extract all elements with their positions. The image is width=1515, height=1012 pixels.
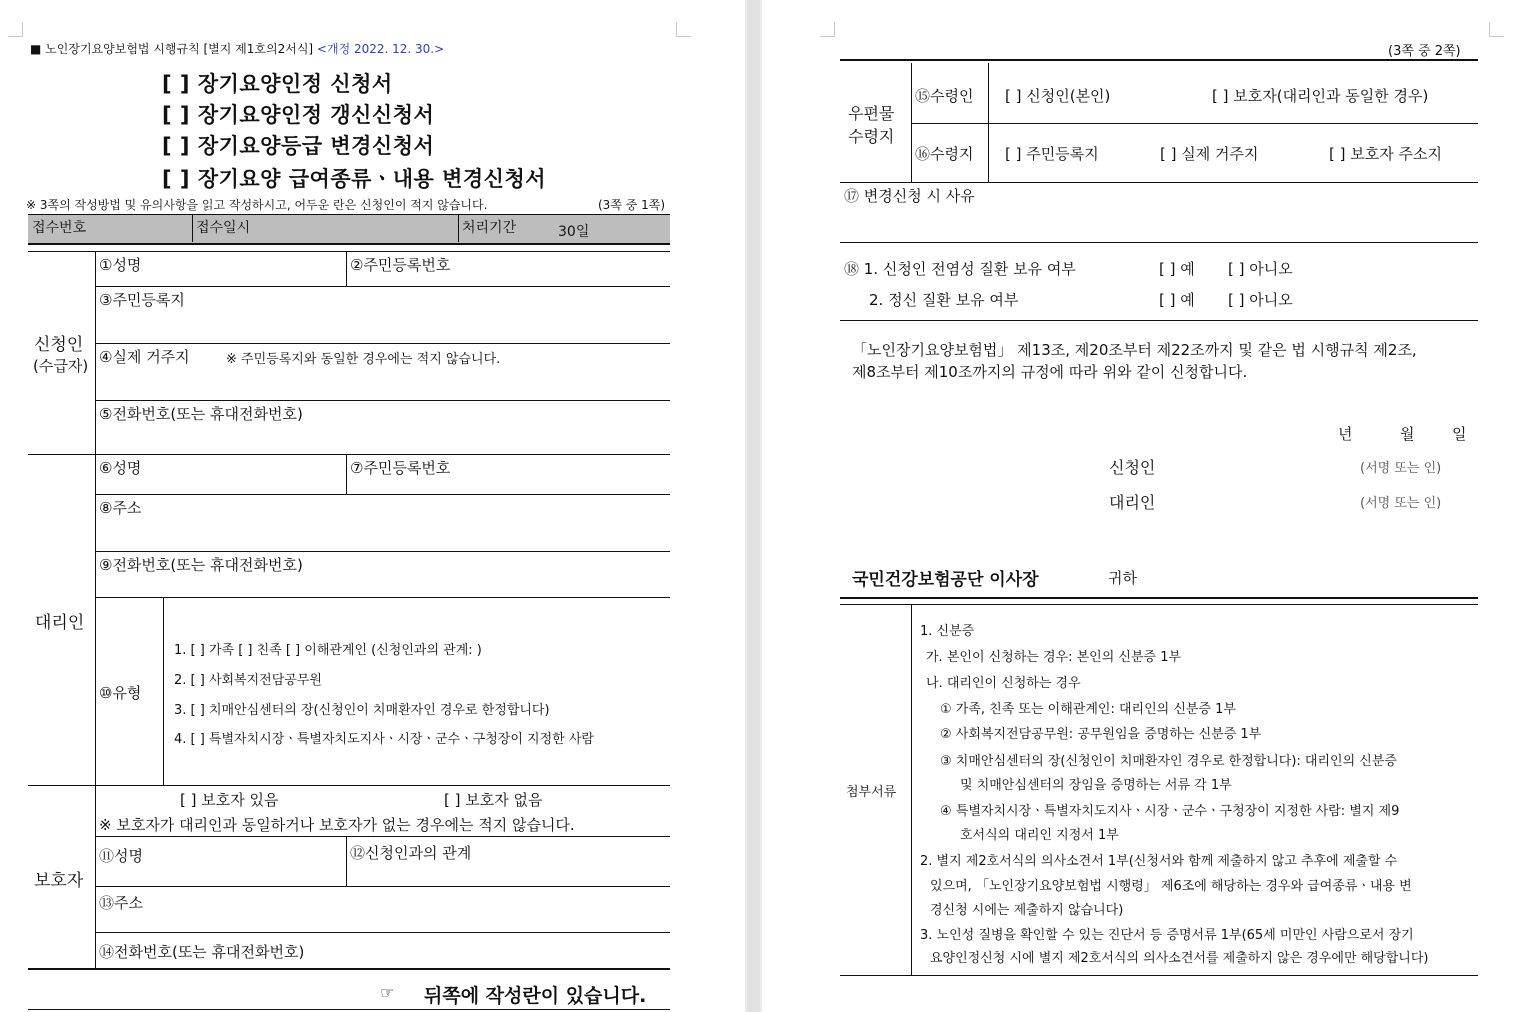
- agent-type-option-1[interactable]: 1. [ ] 가족 [ ] 친족 [ ] 이해관계인 (신청인과의 관계: ): [174, 643, 482, 658]
- attachment-line: ② 사회복지전담공무원: 공무원임을 증명하는 신분증 1부: [940, 727, 1262, 742]
- place-guardian-address-checkbox[interactable]: [ ] 보호자 주소지: [1329, 145, 1442, 163]
- attachment-line: 및 치매안심센터의 장임을 증명하는 서류 각 1부: [960, 778, 1232, 793]
- applicant-phone-field[interactable]: ⑤전화번호(또는 휴대전화번호): [99, 405, 303, 423]
- crop-mark: [8, 22, 23, 37]
- guardian-phone-field[interactable]: ⑭전화번호(또는 휴대전화번호): [99, 943, 305, 961]
- addressee: 국민건강보험공단 이사장: [852, 570, 1039, 590]
- attachment-line: 2. 별지 제2호서식의 의사소견서 1부(신청서와 함께 제출하지 않고 추후에 제출할 수: [920, 854, 1398, 869]
- instruction-note: ※ 3쪽의 작성방법 및 유의사항을 읽고 작성하시고, 어두운 란은 신청인이 적지 않습니다.: [26, 198, 488, 212]
- declaration-text-2: 제8조부터 제10조까지의 규정에 따라 위와 같이 신청합니다.: [852, 363, 1248, 381]
- attachment-line: 호서식의 대리인 지정서 1부: [960, 828, 1119, 843]
- guardian-address-field[interactable]: ⑬주소: [99, 894, 143, 912]
- mail-place-label: ⑯수령지: [915, 145, 974, 163]
- processing-period-value: 30일: [558, 224, 590, 240]
- page-number: (3쪽 중 1쪽): [598, 198, 666, 212]
- form-page-1: [0, 0, 745, 1012]
- declaration-text-1: 「노인장기요양보험법」 제13조, 제20조부터 제22조까지 및 같은 법 시행규칙 제2조,: [852, 341, 1417, 359]
- guardian-section-label: 보호자: [34, 871, 84, 891]
- agent-type-option-4[interactable]: 4. [ ] 특별자치시장ㆍ특별자치도지사ㆍ시장ㆍ군수ㆍ구청장이 지정한 사람: [174, 732, 594, 747]
- crop-mark: [676, 22, 691, 37]
- agent-rrn-field[interactable]: ⑦주민등록번호: [350, 459, 451, 477]
- receipt-number-label: 접수번호: [32, 220, 87, 236]
- guardian-none-checkbox[interactable]: [ ] 보호자 없음: [444, 791, 543, 809]
- mail-section-label-2: 수령지: [848, 127, 895, 146]
- law-reference: 노인장기요양보험법 시행규칙 [별지 제1호의2서식]: [45, 42, 314, 56]
- revision-date: <개정 2022. 12. 30.>: [316, 42, 445, 56]
- place-registered-address-checkbox[interactable]: [ ] 주민등록지: [1005, 145, 1099, 163]
- applicant-rrn-field[interactable]: ②주민등록번호: [350, 256, 451, 274]
- form-title-1: [ ] 장기요양인정 신청서: [162, 72, 393, 96]
- guardian-note: ※ 보호자가 대리인과 동일하거나 보호자가 없는 경우에는 적지 않습니다.: [99, 816, 575, 834]
- form-title-2: [ ] 장기요양인정 갱신신청서: [162, 103, 435, 127]
- applicant-actual-address-field[interactable]: ④실제 거주지: [99, 348, 190, 366]
- attachment-line: 1. 신분증: [920, 624, 975, 639]
- applicant-section-label: 신청인: [34, 335, 84, 355]
- back-page-notice: 뒤쪽에 작성란이 있습니다.: [424, 985, 647, 1007]
- receiver-guardian-checkbox[interactable]: [ ] 보호자(대리인과 동일한 경우): [1212, 87, 1429, 105]
- guardian-exists-checkbox[interactable]: [ ] 보호자 있음: [180, 791, 279, 809]
- page-gutter: [747, 0, 760, 1012]
- mail-receiver-label: ⑮수령인: [915, 87, 974, 105]
- date-year-label[interactable]: 년: [1338, 425, 1353, 443]
- actual-address-note: ※ 주민등록지와 동일한 경우에는 적지 않습니다.: [226, 352, 501, 367]
- agent-name-field[interactable]: ⑥성명: [99, 459, 142, 477]
- attachment-line: ③ 치매안심센터의 장(신청인이 치매환자인 경우로 한정합니다): 대리인의 신분증: [940, 754, 1397, 769]
- infectious-disease-question: ⑱ 1. 신청인 전염성 질환 보유 여부: [844, 260, 1076, 278]
- change-reason-field[interactable]: ⑰ 변경신청 시 사유: [844, 187, 975, 205]
- applicant-section-sublabel: (수급자): [33, 357, 89, 375]
- signer-applicant-signature[interactable]: (서명 또는 인): [1360, 461, 1442, 476]
- attachments-label: 첨부서류: [846, 785, 897, 800]
- guardian-name-field[interactable]: ⑪성명: [99, 847, 143, 865]
- agent-address-field[interactable]: ⑧주소: [99, 499, 142, 517]
- infectious-disease-no[interactable]: [ ] 아니오: [1228, 260, 1293, 278]
- attachment-line: 가. 본인이 신청하는 경우: 본인의 신분증 1부: [926, 650, 1182, 665]
- agent-type-option-2[interactable]: 2. [ ] 사회복지전담공무원: [174, 673, 322, 688]
- header-marker: ■: [30, 42, 42, 56]
- signer-agent-label: 대리인: [1109, 493, 1156, 512]
- form-title-3: [ ] 장기요양등급 변경신청서: [162, 134, 435, 158]
- applicant-name-field[interactable]: ①성명: [99, 256, 142, 274]
- mental-disease-question: 2. 정신 질환 보유 여부: [869, 291, 1019, 309]
- attachment-line: ④ 특별자치시장ㆍ특별자치도지사ㆍ시장ㆍ군수ㆍ구청장이 지정한 사람: 별지 제9: [940, 804, 1400, 819]
- agent-type-option-3[interactable]: 3. [ ] 치매안심센터의 장(신청인이 치매환자인 경우로 한정합니다): [174, 703, 550, 718]
- mail-section-label-1: 우편물: [848, 104, 895, 123]
- mental-disease-yes[interactable]: [ ] 예: [1159, 291, 1195, 309]
- crop-mark: [1489, 22, 1504, 37]
- mental-disease-no[interactable]: [ ] 아니오: [1228, 291, 1293, 309]
- attachment-line: 나. 대리인이 신청하는 경우: [926, 676, 1081, 691]
- form-page-2: [762, 0, 1515, 1012]
- processing-period-label: 처리기간: [462, 220, 517, 236]
- attachment-line: 경신청 시에는 제출하지 않습니다): [930, 903, 1124, 918]
- signer-agent-signature[interactable]: (서명 또는 인): [1360, 496, 1442, 511]
- agent-type-label: ⑩유형: [99, 684, 142, 702]
- crop-mark: [820, 22, 835, 37]
- guardian-relation-field[interactable]: ⑫신청인과의 관계: [350, 844, 472, 862]
- form-title-4: [ ] 장기요양 급여종류ㆍ내용 변경신청서: [162, 167, 547, 191]
- infectious-disease-yes[interactable]: [ ] 예: [1159, 260, 1195, 278]
- attachment-line: 있으며, 「노인장기요양보험법 시행령」 제6조에 해당하는 경우와 급여종류ㆍ내용 변: [930, 879, 1412, 894]
- receiver-applicant-checkbox[interactable]: [ ] 신청인(본인): [1005, 87, 1111, 105]
- attachment-line: 3. 노인성 질병을 확인할 수 있는 진단서 등 증명서류 1부(65세 미만인 사람으로서 장기: [920, 928, 1414, 943]
- signer-applicant-label: 신청인: [1109, 458, 1156, 477]
- place-actual-address-checkbox[interactable]: [ ] 실제 거주지: [1160, 145, 1259, 163]
- attachment-line: 요양인정신청 시에 별지 제2호서식의 의사소견서를 제출하지 않은 경우에만 해당합니다): [930, 951, 1429, 966]
- pointing-hand-icon: ☞: [380, 983, 395, 1002]
- date-month-label[interactable]: 월: [1400, 425, 1415, 443]
- applicant-registered-address-field[interactable]: ③주민등록지: [99, 291, 185, 309]
- form-header: [30, 40, 444, 57]
- attachment-line: ① 가족, 친족 또는 이해관계인: 대리인의 신분증 1부: [940, 702, 1236, 717]
- date-day-label[interactable]: 일: [1452, 425, 1467, 443]
- addressee-suffix: 귀하: [1108, 569, 1137, 587]
- page-number: (3쪽 중 2쪽): [1388, 44, 1461, 59]
- agent-section-label: 대리인: [35, 613, 85, 633]
- agent-phone-field[interactable]: ⑨전화번호(또는 휴대전화번호): [99, 556, 303, 574]
- receipt-date-label: 접수일시: [196, 220, 251, 236]
